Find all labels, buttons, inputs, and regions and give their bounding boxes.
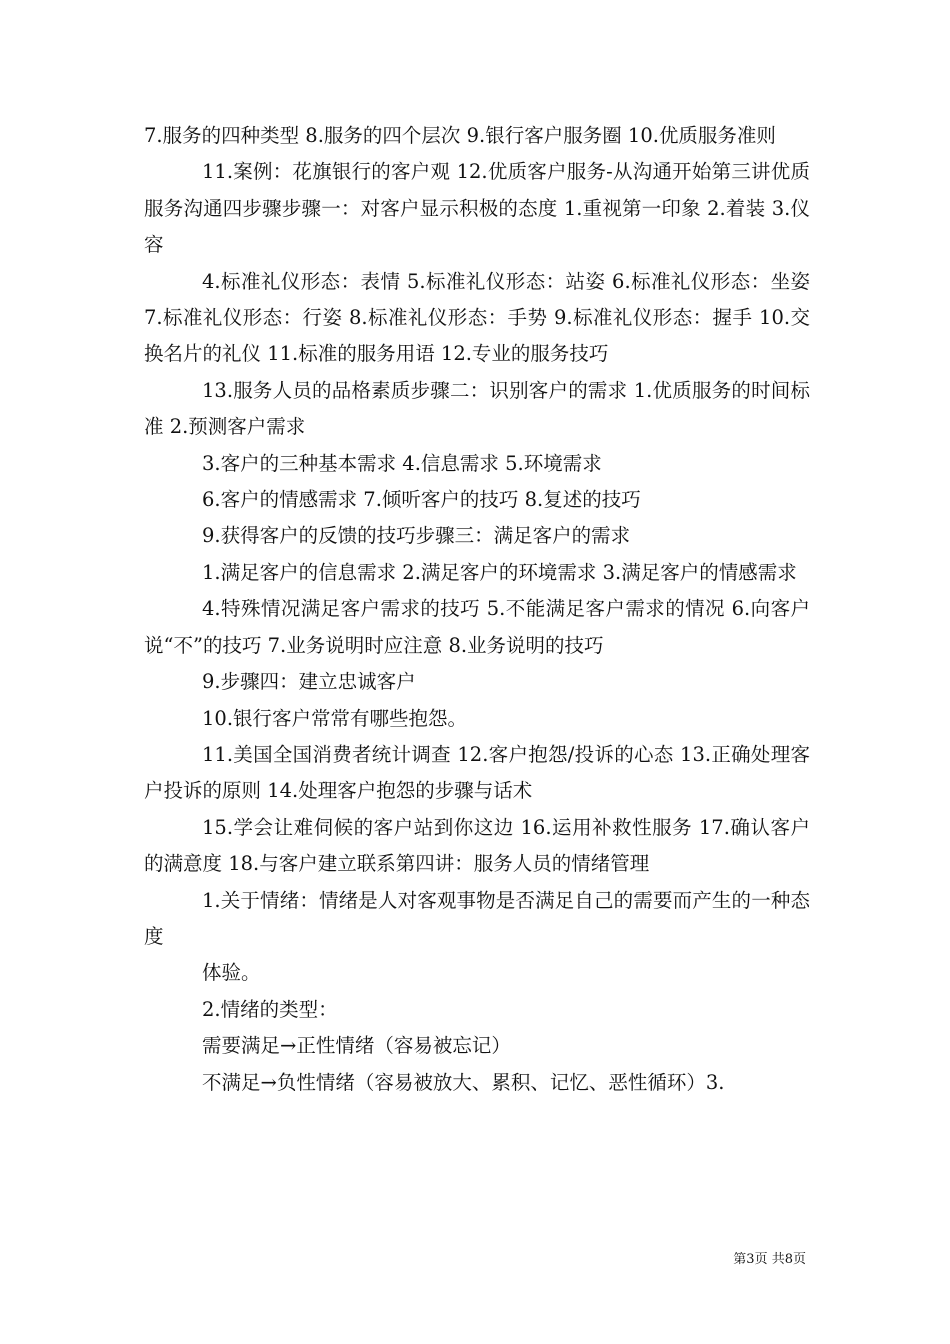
paragraph: 2.情绪的类型： <box>202 997 338 1021</box>
paragraph: 体验。 <box>202 961 261 985</box>
paragraph: 4.特殊情况满足客户需求的技巧 5.不能满足客户需求的情况 6.向客户说“不”的技巧 7.业务说明时应注意 8.业务说明的技巧 <box>144 597 810 657</box>
paragraph: 11.案例：花旗银行的客户观 12.优质客户服务-从沟通开始第三讲优质服务沟通四步骤步骤一：对客户显示积极的态度 1.重视第一印象 2.着装 3.仪容 <box>144 160 810 257</box>
page-footer <box>0 1248 806 1267</box>
document-body <box>144 118 810 1101</box>
footer-total-pages: 8 <box>784 1252 793 1267</box>
paragraph: 7.服务的四种类型 8.服务的四个层次 9.银行客户服务圈 10.优质服务准则 <box>144 124 776 147</box>
footer-prefix: 第 <box>733 1252 747 1267</box>
paragraph: 9.获得客户的反馈的技巧步骤三：满足客户的需求 <box>202 524 631 548</box>
paragraph: 3.客户的三种基本需求 4.信息需求 5.环境需求 <box>202 451 602 475</box>
paragraph: 13.服务人员的品格素质步骤二：识别客户的需求 1.优质服务的时间标准 2.预测客户需求 <box>144 378 810 439</box>
paragraph: 15.学会让难伺候的客户站到你这边 16.运用补救性服务 17.确认客户的满意度 18.与客户建立联系第四讲：服务人员的情绪管理 <box>144 815 810 876</box>
paragraph: 1.关于情绪：情绪是人对客观事物是否满足自己的需要而产生的一种态度 <box>144 888 810 948</box>
paragraph: 6.客户的情感需求 7.倾听客户的技巧 8.复述的技巧 <box>202 488 641 512</box>
paragraph: 11.美国全国消费者统计调查 12.客户抱怨/投诉的心态 13.正确处理客户投诉的原则 14.处理客户抱怨的步骤与话术 <box>144 742 810 803</box>
footer-page-number: 3 <box>746 1252 755 1267</box>
paragraph: 4.标准礼仪形态：表情 5.标准礼仪形态：站姿 6.标准礼仪形态：坐姿 7.标准礼仪形态：行姿 8.标准礼仪形态：手势 9.标准礼仪形态：握手 10.交换名片的礼仪 11.标准的服务用语 12.专业的服务技巧 <box>144 269 810 366</box>
paragraph: 不满足→负性情绪（容易被放大、累积、记忆、恶性循环）3. <box>202 1070 725 1094</box>
paragraph: 需要满足→正性情绪（容易被忘记） <box>202 1034 511 1058</box>
footer-middle: 页 共 <box>754 1252 785 1267</box>
footer-suffix: 页 <box>792 1252 806 1267</box>
paragraph: 9.步骤四：建立忠诚客户 <box>202 670 416 694</box>
paragraph: 1.满足客户的信息需求 2.满足客户的环境需求 3.满足客户的情感需求 <box>202 560 797 584</box>
paragraph: 10.银行客户常常有哪些抱怨。 <box>202 706 468 730</box>
